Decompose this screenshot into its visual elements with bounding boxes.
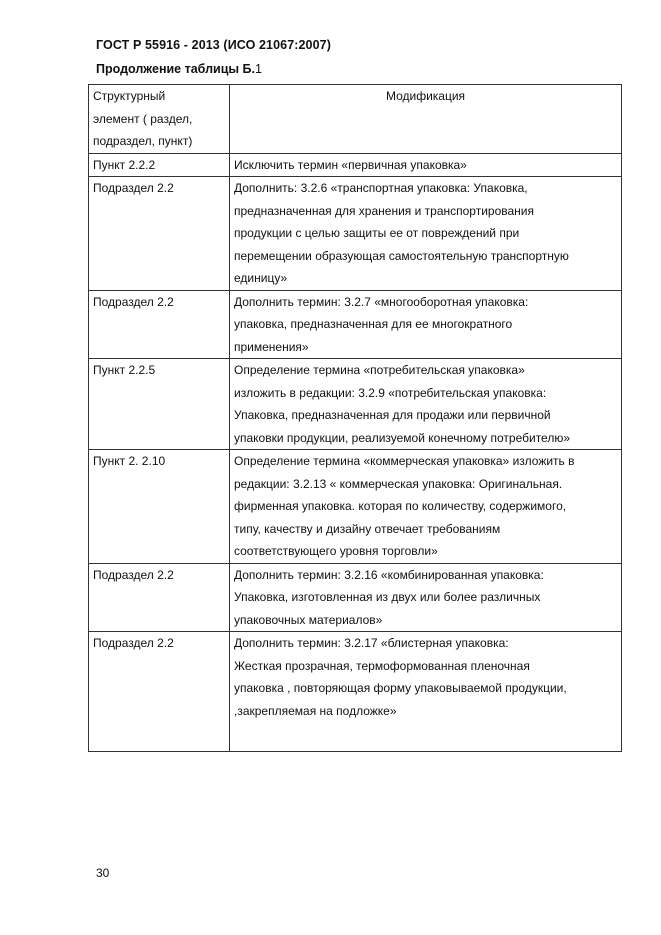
row-element: Подраздел 2.2: [89, 632, 230, 752]
table-header-row: [89, 85, 622, 154]
table-row: [89, 153, 622, 177]
row-element: Пункт 2. 2.10: [89, 450, 230, 564]
document-header: ГОСТ Р 55916 - 2013 (ИСО 21067:2007): [96, 38, 331, 52]
row-modification: Дополнить термин: 3.2.7 «многооборотная упаковка: упаковка, предназначенная для ее многократного применения»: [230, 290, 622, 359]
table-row: [89, 290, 622, 359]
row-element: Подраздел 2.2: [89, 177, 230, 291]
row-modification: Определение термина «потребительская упаковка» изложить в редакции: 3.2.9 «потребительская упаковка: Упаковка, предназначенная для продажи или первичной упаковки продукции, реализуемой конечному потребителю»: [230, 359, 622, 450]
header-modification: Модификация: [230, 85, 622, 154]
page-number: 30: [96, 866, 110, 880]
row-element: Пункт 2.2.2: [89, 153, 230, 177]
table-row: [89, 563, 622, 632]
row-modification: Дополнить термин: 3.2.16 «комбинированная упаковка: Упаковка, изготовленная из двух или более различных упаковочных материалов»: [230, 563, 622, 632]
table-caption: [96, 62, 262, 76]
row-element: Подраздел 2.2: [89, 290, 230, 359]
table-row: [89, 177, 622, 291]
table-caption-text: Продолжение таблицы Б.: [96, 62, 255, 76]
row-element: Подраздел 2.2: [89, 563, 230, 632]
row-modification: Дополнить: 3.2.6 «транспортная упаковка: Упаковка, предназначенная для хранения и транспортирования продукции с целью защиты ее от повреждений при перемещении образующая самостоятельную транспортную единицу»: [230, 177, 622, 291]
table-row: [89, 632, 622, 752]
table-row: [89, 450, 622, 564]
row-modification: Исключить термин «первичная упаковка»: [230, 153, 622, 177]
row-element: Пункт 2.2.5: [89, 359, 230, 450]
table-caption-number: 1: [255, 62, 262, 76]
row-modification: Определение термина «коммерческая упаковка» изложить в редакции: 3.2.13 « коммерческая упаковка: Оригинальная. фирменная упаковка. которая по количеству, содержимого, типу, качеству и дизайну отвечает требованиям соответствующего уровня торговли»: [230, 450, 622, 564]
header-structural-element: Структурный элемент ( раздел, подраздел, пункт): [89, 85, 230, 154]
row-modification: Дополнить термин: 3.2.17 «блистерная упаковка: Жесткая прозрачная, термоформованная пленочная упаковка , повторяющая форму упаковываемой продукции, ,закрепляемая на подложке»: [230, 632, 622, 752]
modification-table: [88, 84, 622, 752]
table-row: [89, 359, 622, 450]
